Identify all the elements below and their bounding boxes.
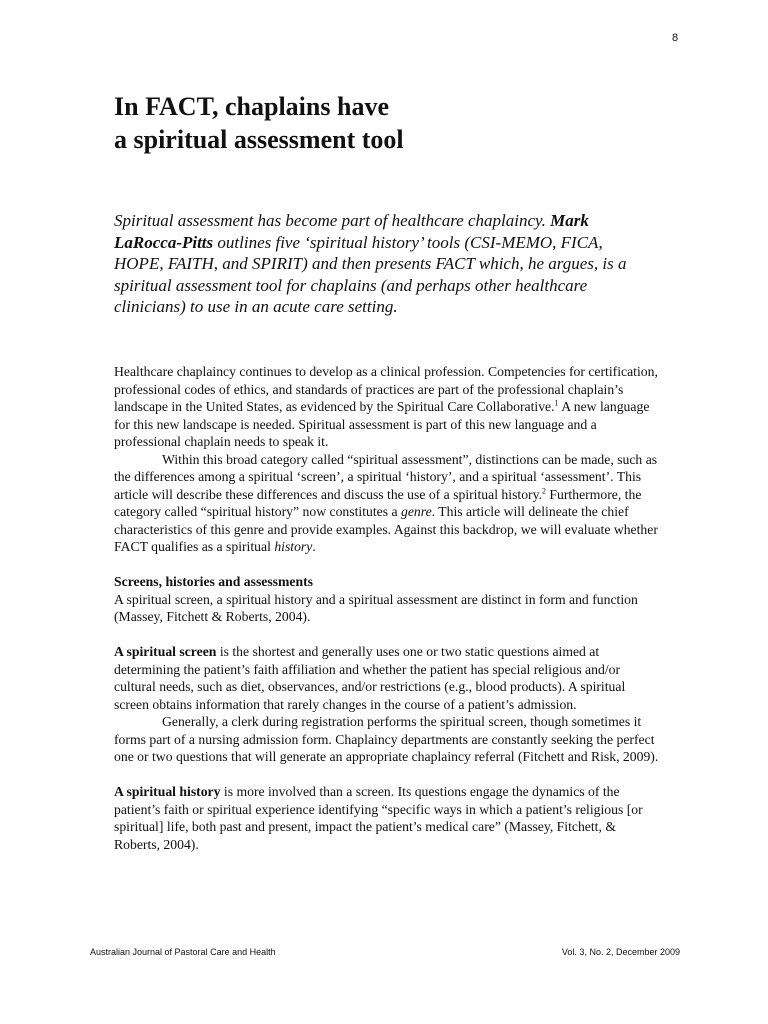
abstract-intro: Spiritual assessment has become part of healthcare chaplaincy.	[114, 211, 551, 230]
paragraph-distinct-forms: A spiritual screen, a spiritual history and a spiritual assessment are distinct in form and function (Massey, Fitchett & Roberts, 2004).	[114, 591, 638, 624]
article-abstract	[114, 210, 654, 318]
footer-journal: Australian Journal of Pastoral Care and Health	[90, 947, 276, 957]
paragraph-spiritual-screen-text: is the shortest and generally uses one or two static questions aimed at determining the patient’s faith affiliation and whether the patient has special religious and/or cultural needs, such as diet, observances, and/or restrictions (e.g., blood products). A spiritual screen obtains information that rarely changes in the course of a patient’s admission.	[114, 644, 626, 712]
paragraph-distinctions-text: Within this broad category called “spiritual assessment”, distinctions can be made, such as the differences among a spiritual ‘screen’, a spiritual ‘history’, and a spiritual ‘assessment’. This article will describe these differences and discuss the use of a spiritual history.	[114, 451, 658, 502]
abstract-summary: outlines five ‘spiritual history’ tools (CSI-MEMO, FICA, HOPE, FAITH, and SPIRIT) and then presents FACT which, he argues, is a spiritual assessment tool for chaplains (and perhaps other healthcare clinicians) to use in an acute care setting.	[114, 232, 627, 316]
page-number: 8	[672, 32, 679, 44]
term-spiritual-screen: A spiritual screen	[114, 644, 217, 659]
paragraph-spiritual-history-text: is more involved than a screen. Its questions engage the dynamics of the patient’s faith or spiritual experience identifying “specific ways in which a patient’s religious [or spiritual] life, both past and present, impact the patient’s medical care” (Massey, Fitchett, & Roberts, 2004).	[114, 784, 643, 852]
paragraph-intro	[114, 363, 659, 451]
emphasis-history: history	[274, 539, 313, 554]
paragraph-spiritual-history	[114, 783, 659, 853]
footer-issue: Vol. 3, No. 2, December 2009	[561, 947, 680, 957]
paragraph-distinctions-text-cont: Furthermore, the category called “spiritual history” now constitutes a	[114, 486, 642, 519]
paragraph-distinctions-end: .	[312, 539, 316, 554]
term-spiritual-history: A spiritual history	[114, 784, 221, 799]
paragraph-intro-text-cont: A new language for this new landscape is needed. Spiritual assessment is part of this new language and a professional chaplain needs to speak it.	[114, 399, 650, 449]
title-line-2: a spiritual assessment tool	[114, 125, 404, 154]
footnote-ref-2: 2	[541, 485, 546, 495]
title-line-1: In FACT, chaplains have	[114, 92, 389, 121]
paragraph-registration: Generally, a clerk during registration performs the spiritual screen, though sometimes it forms part of a nursing admission form. Chaplaincy departments are constantly seeking the perfect one or two questions that will generate an appropriate chaplaincy referral (Fitchett and Risk, 2009).	[114, 714, 659, 764]
article-title	[114, 90, 674, 156]
paragraph-distinctions	[114, 451, 659, 556]
emphasis-genre: genre	[400, 504, 432, 519]
article-body	[114, 363, 659, 853]
paragraph-spiritual-screen	[114, 643, 659, 713]
paragraph-distinctions-text-cont2: . This article will delineate the chief characteristics of this genre and provide examples. Against this backdrop, we will evaluate whether FACT qualifies as a spiritual	[114, 504, 658, 554]
paragraph-intro-text: Healthcare chaplaincy continues to develop as a clinical profession. Competencies for certification, professional codes of ethics, and standards of practices are part of the professional chaplain’s landscape in the United States, as evidenced by the Spiritual Care Collaborative.	[114, 364, 658, 414]
footnote-ref-1: 1	[554, 398, 559, 408]
page-footer	[90, 947, 680, 957]
section-heading: Screens, histories and assessments	[114, 574, 313, 589]
author-name: Mark LaRocca-Pitts	[114, 211, 589, 252]
